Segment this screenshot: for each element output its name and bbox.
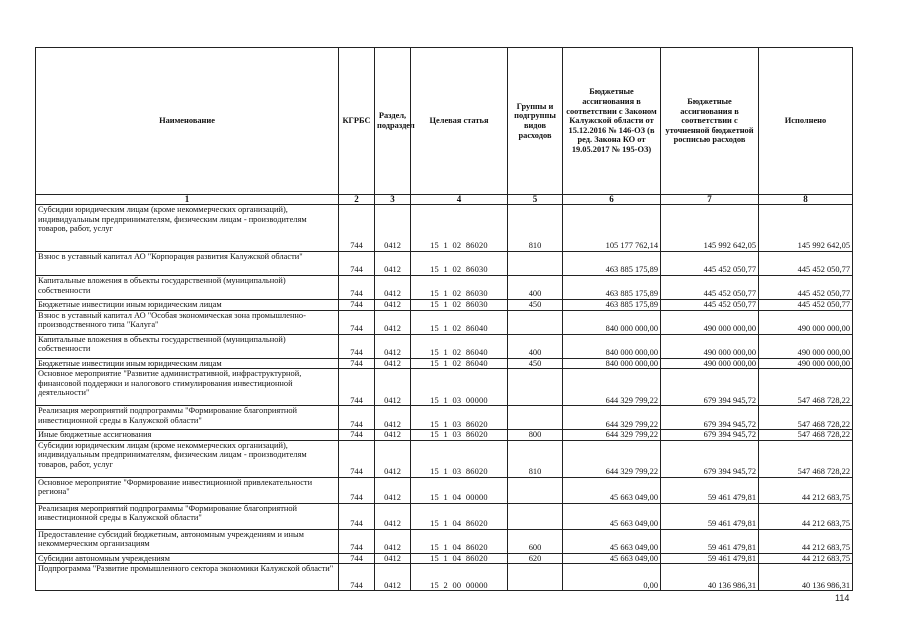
cell-bud-rospis: 145 992 642,05 <box>661 205 759 252</box>
cell-tselevaya-statya: 15 1 04 86020 <box>411 529 508 553</box>
table-row <box>36 276 853 300</box>
header-ispolneno: Исполнено <box>759 48 853 195</box>
budget-table-wrapper <box>35 47 852 591</box>
header-kgrbs: КГРБС <box>339 48 375 195</box>
budget-table <box>35 47 853 591</box>
cell-name: Бюджетные инвестиции иным юридическим лицам <box>36 300 339 311</box>
cell-bud-law: 45 663 049,00 <box>563 553 661 564</box>
cell-bud-law: 463 885 175,89 <box>563 300 661 311</box>
col-num-6: 6 <box>563 195 661 205</box>
cell-name: Капитальные вложения в объекты государственной (муниципальной) собственности <box>36 276 339 300</box>
cell-vid-raskhodov: 620 <box>508 553 563 564</box>
table-row <box>36 300 853 311</box>
header-gruppy-vidov: Группы и подгруппы видов расходов <box>508 48 563 195</box>
cell-bud-law: 644 329 799,22 <box>563 369 661 406</box>
cell-razdel: 0412 <box>375 503 411 529</box>
cell-ispolneno: 445 452 050,77 <box>759 276 853 300</box>
cell-ispolneno: 547 468 728,22 <box>759 369 853 406</box>
cell-bud-law: 644 329 799,22 <box>563 440 661 477</box>
cell-vid-raskhodov <box>508 503 563 529</box>
cell-kgrbs: 744 <box>339 334 375 358</box>
cell-name: Основное мероприятие "Формирование инвестиционной привлекательности региона" <box>36 477 339 503</box>
col-num-8: 8 <box>759 195 853 205</box>
cell-bud-law: 463 885 175,89 <box>563 276 661 300</box>
cell-razdel: 0412 <box>375 310 411 334</box>
cell-bud-law: 840 000 000,00 <box>563 310 661 334</box>
cell-kgrbs: 744 <box>339 440 375 477</box>
page-number: 114 <box>835 593 850 603</box>
table-header <box>36 48 853 205</box>
cell-bud-law: 644 329 799,22 <box>563 430 661 441</box>
cell-bud-rospis: 59 461 479,81 <box>661 553 759 564</box>
table-row <box>36 564 853 591</box>
cell-bud-rospis: 679 394 945,72 <box>661 440 759 477</box>
cell-kgrbs: 744 <box>339 205 375 252</box>
cell-tselevaya-statya: 15 1 02 86040 <box>411 334 508 358</box>
cell-ispolneno: 44 212 683,75 <box>759 553 853 564</box>
cell-tselevaya-statya: 15 1 03 00000 <box>411 369 508 406</box>
cell-tselevaya-statya: 15 1 03 86020 <box>411 440 508 477</box>
cell-ispolneno: 490 000 000,00 <box>759 334 853 358</box>
cell-bud-law: 45 663 049,00 <box>563 529 661 553</box>
table-row <box>36 369 853 406</box>
cell-ispolneno: 44 212 683,75 <box>759 529 853 553</box>
cell-tselevaya-statya: 15 1 03 86020 <box>411 406 508 430</box>
cell-bud-rospis: 490 000 000,00 <box>661 358 759 369</box>
header-razdel: Раздел, подраздел <box>375 48 411 195</box>
table-row <box>36 529 853 553</box>
cell-tselevaya-statya: 15 1 04 00000 <box>411 477 508 503</box>
header-bud-law: Бюджетные ассигнования в соответствии с Законом Калужской области от 15.12.2016 № 146-ОЗ (в ред. Закона КО от 19.05.2017 № 195-ОЗ) <box>563 48 661 195</box>
cell-name: Субсидии юридическим лицам (кроме некоммерческих организаций), индивидуальным предпринимателям, физическим лицам - производителям товаров, работ, услуг <box>36 205 339 252</box>
cell-tselevaya-statya: 15 1 03 86020 <box>411 430 508 441</box>
cell-kgrbs: 744 <box>339 529 375 553</box>
cell-vid-raskhodov: 800 <box>508 430 563 441</box>
table-row <box>36 358 853 369</box>
cell-bud-law: 644 329 799,22 <box>563 406 661 430</box>
cell-bud-rospis: 490 000 000,00 <box>661 310 759 334</box>
cell-vid-raskhodov <box>508 369 563 406</box>
col-num-2: 2 <box>339 195 375 205</box>
cell-bud-rospis: 59 461 479,81 <box>661 477 759 503</box>
cell-bud-law: 0,00 <box>563 564 661 591</box>
cell-ispolneno: 547 468 728,22 <box>759 440 853 477</box>
cell-kgrbs: 744 <box>339 300 375 311</box>
cell-razdel: 0412 <box>375 529 411 553</box>
header-name: Наименование <box>36 48 339 195</box>
cell-name: Основное мероприятие "Развитие административной, инфраструктурной, финансовой поддержки и налогового стимулирования инвестиционной деятельности" <box>36 369 339 406</box>
cell-razdel: 0412 <box>375 477 411 503</box>
cell-bud-rospis: 679 394 945,72 <box>661 369 759 406</box>
cell-kgrbs: 744 <box>339 252 375 276</box>
cell-kgrbs: 744 <box>339 310 375 334</box>
cell-vid-raskhodov <box>508 310 563 334</box>
table-row <box>36 440 853 477</box>
cell-kgrbs: 744 <box>339 406 375 430</box>
cell-bud-law: 45 663 049,00 <box>563 477 661 503</box>
cell-vid-raskhodov: 600 <box>508 529 563 553</box>
cell-ispolneno: 490 000 000,00 <box>759 310 853 334</box>
cell-tselevaya-statya: 15 2 00 00000 <box>411 564 508 591</box>
col-num-3: 3 <box>375 195 411 205</box>
cell-ispolneno: 145 992 642,05 <box>759 205 853 252</box>
cell-razdel: 0412 <box>375 334 411 358</box>
cell-bud-law: 840 000 000,00 <box>563 334 661 358</box>
cell-ispolneno: 445 452 050,77 <box>759 300 853 311</box>
cell-tselevaya-statya: 15 1 04 86020 <box>411 553 508 564</box>
cell-kgrbs: 744 <box>339 477 375 503</box>
cell-name: Субсидии автономным учреждениям <box>36 553 339 564</box>
cell-vid-raskhodov <box>508 477 563 503</box>
cell-bud-law: 463 885 175,89 <box>563 252 661 276</box>
cell-bud-law: 45 663 049,00 <box>563 503 661 529</box>
table-row <box>36 334 853 358</box>
cell-ispolneno: 44 212 683,75 <box>759 477 853 503</box>
cell-bud-law: 105 177 762,14 <box>563 205 661 252</box>
cell-vid-raskhodov: 450 <box>508 358 563 369</box>
cell-name: Предоставление субсидий бюджетным, автономным учреждениям и иным некоммерческим организациям <box>36 529 339 553</box>
col-num-7: 7 <box>661 195 759 205</box>
cell-razdel: 0412 <box>375 369 411 406</box>
cell-vid-raskhodov: 810 <box>508 440 563 477</box>
cell-tselevaya-statya: 15 1 02 86020 <box>411 205 508 252</box>
col-num-4: 4 <box>411 195 508 205</box>
cell-vid-raskhodov <box>508 406 563 430</box>
cell-name: Капитальные вложения в объекты государственной (муниципальной) собственности <box>36 334 339 358</box>
cell-tselevaya-statya: 15 1 02 86040 <box>411 310 508 334</box>
table-row <box>36 406 853 430</box>
cell-razdel: 0412 <box>375 553 411 564</box>
cell-kgrbs: 744 <box>339 276 375 300</box>
cell-bud-law: 840 000 000,00 <box>563 358 661 369</box>
cell-tselevaya-statya: 15 1 02 86030 <box>411 300 508 311</box>
cell-razdel: 0412 <box>375 406 411 430</box>
cell-kgrbs: 744 <box>339 503 375 529</box>
cell-vid-raskhodov: 400 <box>508 276 563 300</box>
cell-razdel: 0412 <box>375 276 411 300</box>
cell-tselevaya-statya: 15 1 02 86030 <box>411 276 508 300</box>
table-body <box>36 205 853 591</box>
cell-ispolneno: 44 212 683,75 <box>759 503 853 529</box>
header-bud-rospis: Бюджетные ассигнования в соответствии с уточненной бюджетной росписью расходов <box>661 48 759 195</box>
cell-bud-rospis: 490 000 000,00 <box>661 334 759 358</box>
cell-razdel: 0412 <box>375 358 411 369</box>
cell-ispolneno: 547 468 728,22 <box>759 406 853 430</box>
cell-name: Подпрограмма "Развитие промышленного сектора экономики Калужской области" <box>36 564 339 591</box>
cell-bud-rospis: 40 136 986,31 <box>661 564 759 591</box>
cell-razdel: 0412 <box>375 205 411 252</box>
cell-vid-raskhodov <box>508 564 563 591</box>
cell-razdel: 0412 <box>375 300 411 311</box>
cell-name: Взнос в уставный капитал АО "Корпорация развития Калужской области" <box>36 252 339 276</box>
table-row <box>36 477 853 503</box>
cell-ispolneno: 547 468 728,22 <box>759 430 853 441</box>
cell-bud-rospis: 679 394 945,72 <box>661 406 759 430</box>
col-num-1: 1 <box>36 195 339 205</box>
cell-razdel: 0412 <box>375 564 411 591</box>
cell-name: Реализация мероприятий подпрограммы "Формирование благоприятной инвестиционной среды в Калужской области" <box>36 406 339 430</box>
column-numbers-row <box>36 195 853 205</box>
cell-tselevaya-statya: 15 1 04 86020 <box>411 503 508 529</box>
cell-name: Взнос в уставный капитал АО "Особая экономическая зона промышленно-производственного типа "Калуга" <box>36 310 339 334</box>
cell-bud-rospis: 445 452 050,77 <box>661 300 759 311</box>
cell-bud-rospis: 59 461 479,81 <box>661 503 759 529</box>
cell-ispolneno: 490 000 000,00 <box>759 358 853 369</box>
cell-bud-rospis: 59 461 479,81 <box>661 529 759 553</box>
cell-razdel: 0412 <box>375 440 411 477</box>
cell-bud-rospis: 445 452 050,77 <box>661 276 759 300</box>
cell-ispolneno: 40 136 986,31 <box>759 564 853 591</box>
cell-vid-raskhodov: 400 <box>508 334 563 358</box>
cell-tselevaya-statya: 15 1 02 86030 <box>411 252 508 276</box>
cell-tselevaya-statya: 15 1 02 86040 <box>411 358 508 369</box>
cell-kgrbs: 744 <box>339 358 375 369</box>
table-row <box>36 430 853 441</box>
cell-kgrbs: 744 <box>339 553 375 564</box>
cell-name: Субсидии юридическим лицам (кроме некоммерческих организаций), индивидуальным предпринимателям, физическим лицам - производителям товаров, работ, услуг <box>36 440 339 477</box>
cell-kgrbs: 744 <box>339 369 375 406</box>
header-tselevaya-statya: Целевая статья <box>411 48 508 195</box>
table-row <box>36 310 853 334</box>
cell-name: Бюджетные инвестиции иным юридическим лицам <box>36 358 339 369</box>
col-num-5: 5 <box>508 195 563 205</box>
cell-vid-raskhodov <box>508 252 563 276</box>
cell-ispolneno: 445 452 050,77 <box>759 252 853 276</box>
table-row <box>36 205 853 252</box>
header-row <box>36 48 853 195</box>
cell-name: Иные бюджетные ассигнования <box>36 430 339 441</box>
cell-kgrbs: 744 <box>339 430 375 441</box>
table-row <box>36 503 853 529</box>
cell-razdel: 0412 <box>375 252 411 276</box>
cell-bud-rospis: 679 394 945,72 <box>661 430 759 441</box>
cell-vid-raskhodov: 810 <box>508 205 563 252</box>
cell-bud-rospis: 445 452 050,77 <box>661 252 759 276</box>
table-row <box>36 553 853 564</box>
cell-razdel: 0412 <box>375 430 411 441</box>
cell-vid-raskhodov: 450 <box>508 300 563 311</box>
cell-kgrbs: 744 <box>339 564 375 591</box>
cell-name: Реализация мероприятий подпрограммы "Формирование благоприятной инвестиционной среды в Калужской области" <box>36 503 339 529</box>
table-row <box>36 252 853 276</box>
